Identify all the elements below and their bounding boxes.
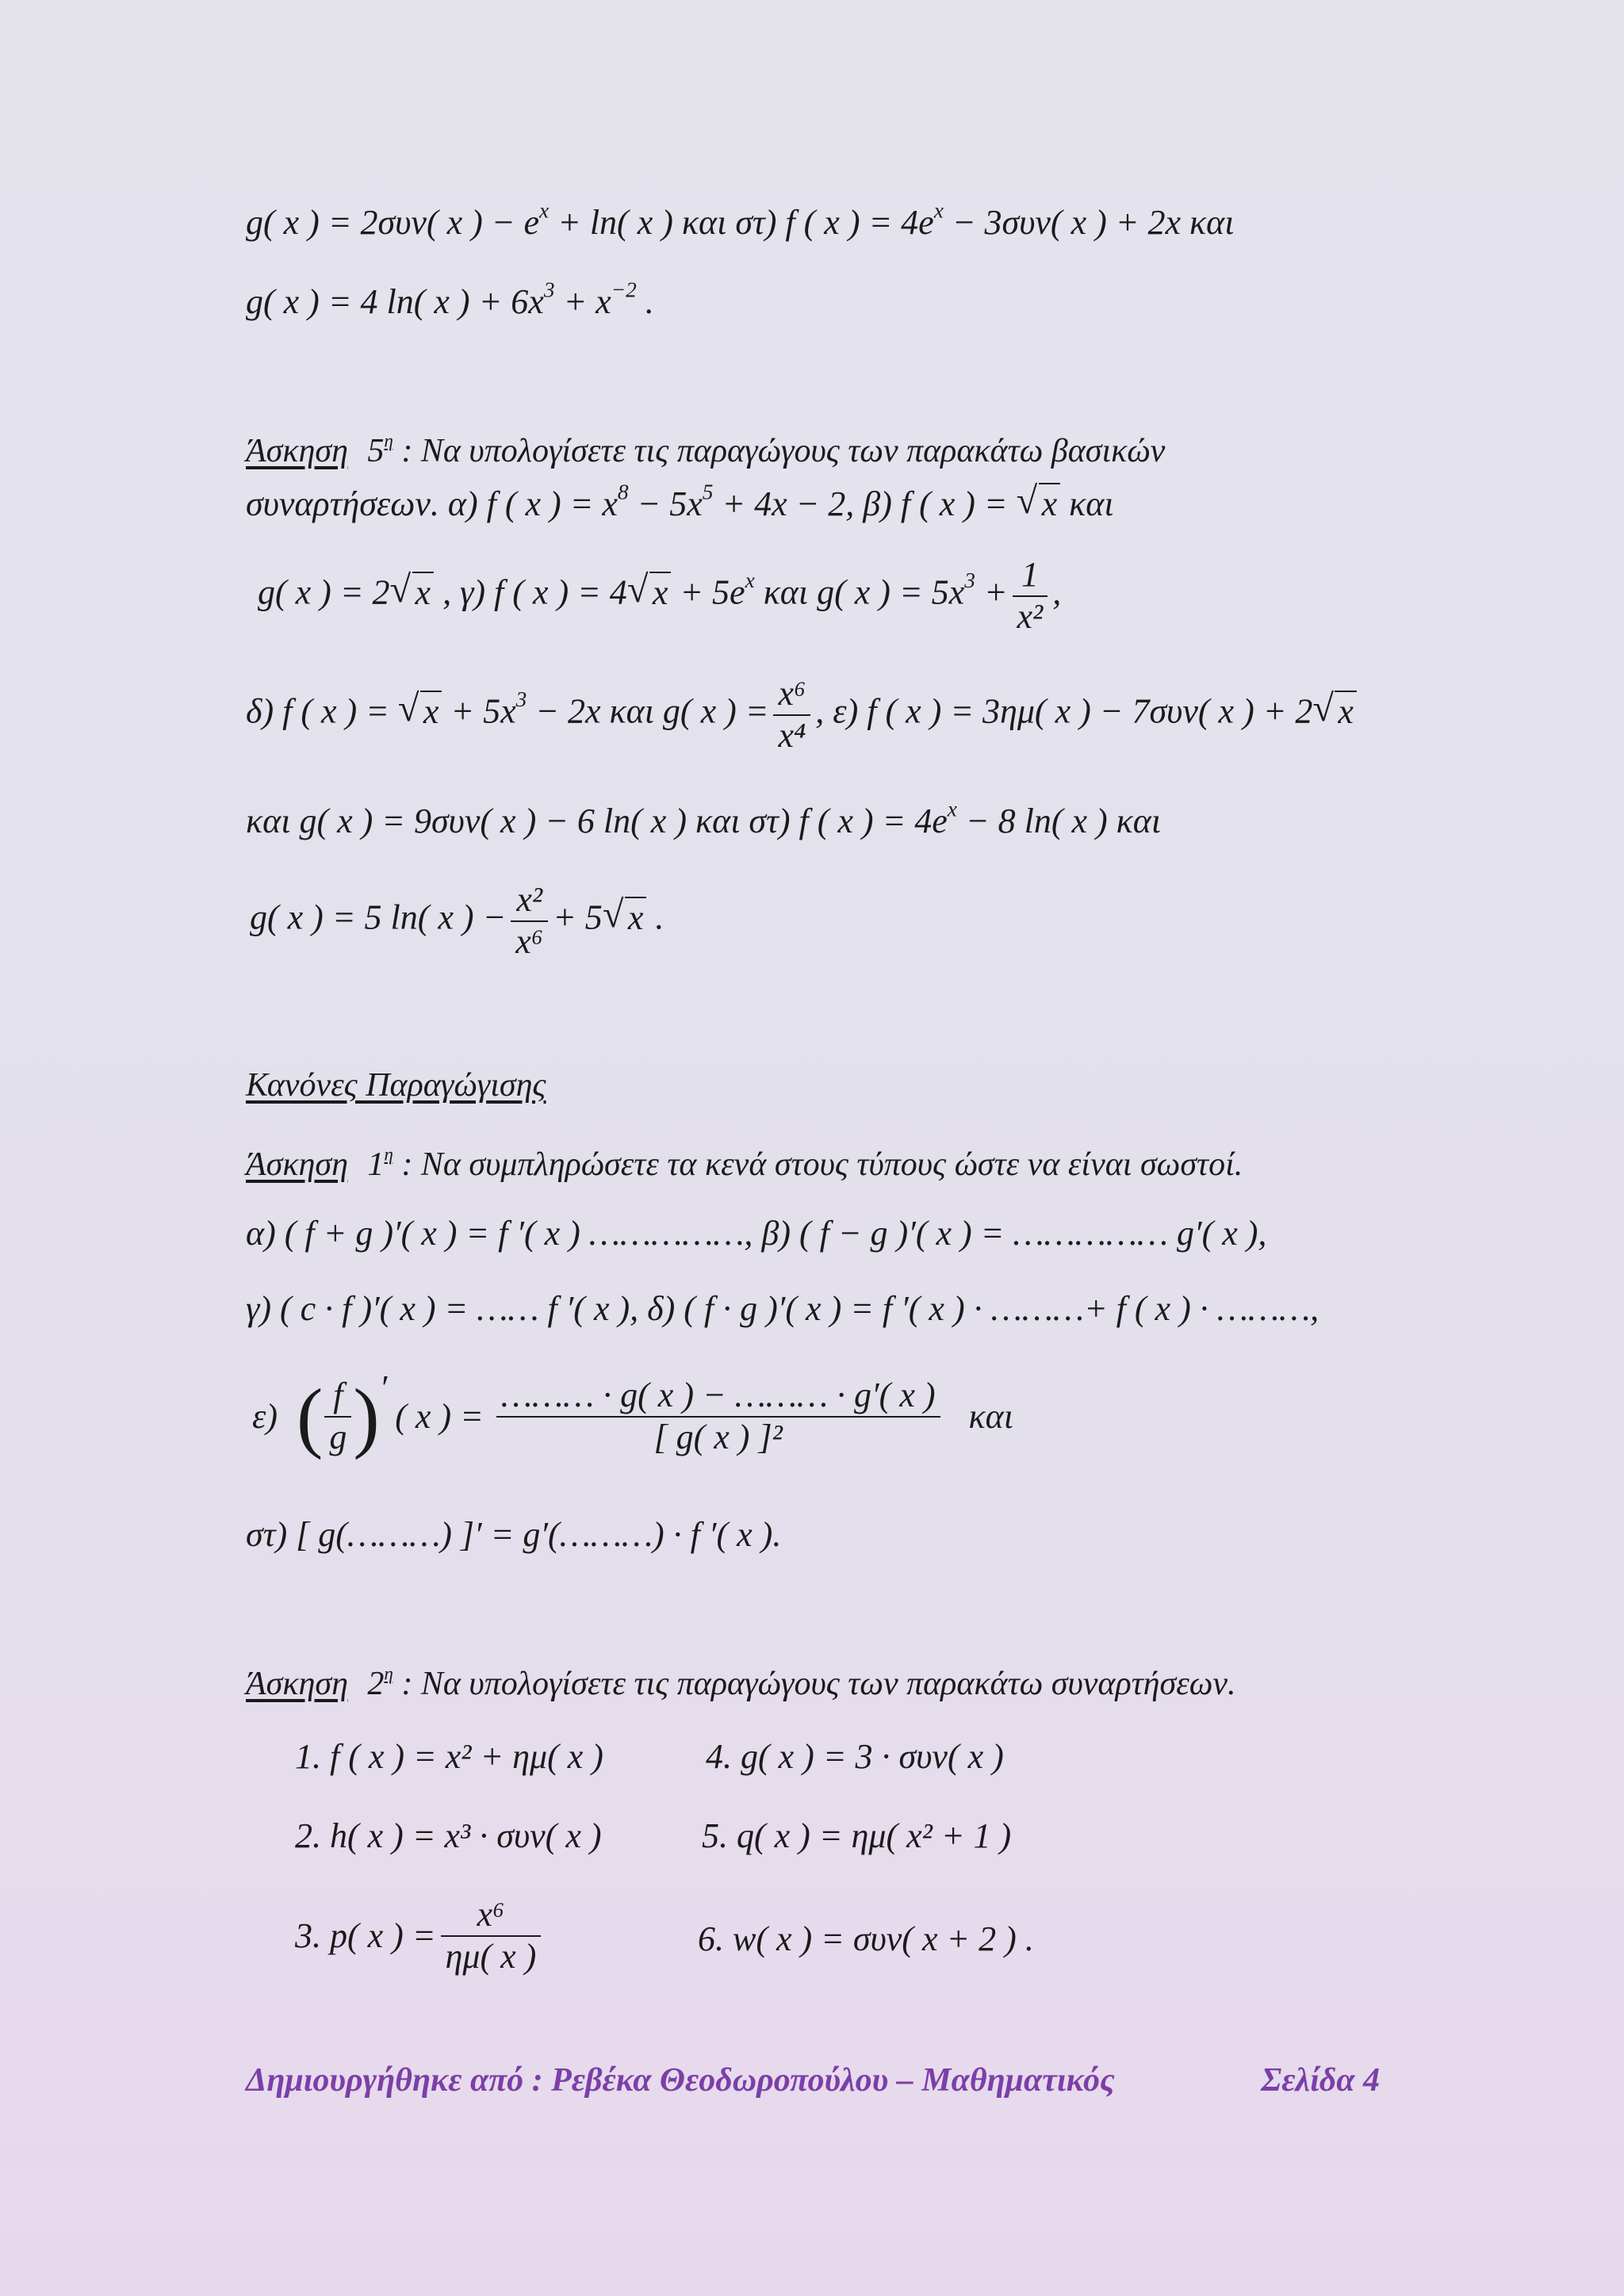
sqrt-symbol: √ x bbox=[603, 897, 647, 938]
fraction: $\frac{\text{x⁶}}{\eta\mu( x )}$ bbox=[441, 1895, 542, 1976]
ex4-line-1: g( x ) = 2συν( x ) − $e^x + \ln$( x ) και στ) f ( x ) = $4e^x - 3\sigma\upsilon\nu$( x ) + 2x και bbox=[246, 198, 1235, 242]
ex5-line-2: συναρτήσεων. α) f ( x ) = $x^8 - 5x^5 + 4x - 2$, β) f ( x ) = √ x και bbox=[246, 484, 1114, 524]
section-title: Κανόνες Παραγώγισης bbox=[246, 1067, 546, 1104]
ex1-item-c: ε) ( $\frac{f}{g}$ ) ′ ( x ) = $\frac{\dots\dots\dots \cdot g( x ) - \dots\dots\dots \cdot g'( x )}{\text{[ g( x ) ]²}}$ και bbox=[252, 1368, 1013, 1460]
ex2-item-2: 2. h( x ) = x³ · συν( x ) bbox=[295, 1816, 602, 1855]
ex4-line-2: g( x ) = 4 ln( x ) + $6x^3 + x^{-2}$ . bbox=[246, 277, 654, 321]
footer-author: Δημιουργήθηκε από : Ρεβέκα Θεοδωροπούλου – Μαθηματικός bbox=[246, 2062, 1115, 2099]
ex2-title: Άσκηση bbox=[246, 1666, 348, 1702]
ex1-item-d: στ) [ g(………) ]′ = g′(………) · f ′( x ). bbox=[246, 1515, 782, 1554]
ex1-title: Άσκηση bbox=[246, 1146, 348, 1183]
sqrt-symbol: √ x bbox=[398, 691, 442, 732]
sqrt-symbol: √ x bbox=[1312, 691, 1357, 732]
sqrt-symbol: √ x bbox=[390, 572, 435, 613]
ex5-line-5: και g( x ) = 9συν( x ) − 6 ln( x ) και στ) f ( x ) = $4e^x - 8$ ln( x ) και bbox=[246, 797, 1162, 840]
sqrt-symbol: √ x bbox=[627, 572, 672, 613]
page-footer bbox=[246, 2061, 1380, 2099]
ex2-item-3: 3. p( x ) = $\frac{\text{x⁶}}{\eta\mu( x )}$ bbox=[295, 1895, 546, 1976]
ex5-line-3: g( x ) = 2√ x , γ) f ( x ) = 4√ $x + 5e^x$ και g( x ) = $5x^3$ + $\frac{1}{\text{x²}}$ , bbox=[258, 555, 1061, 637]
ex5-heading: Άσκηση $5^\eta$ : Να υπολογίσετε τις παραγώγους των παρακάτω βασικών bbox=[246, 430, 1166, 469]
fraction: $\frac{\text{x⁶}}{\text{x⁴}}$ bbox=[773, 674, 810, 756]
footer-page-number: Σελίδα 4 bbox=[1261, 2062, 1380, 2099]
ex2-item-4: 4. g( x ) = 3 · συν( x ) bbox=[706, 1737, 1004, 1776]
ex1-item-a: α) ( f + g )′( x ) = f ′( x ) ……………, β) ( f − g )′( x ) = …………… g′( x ), bbox=[246, 1214, 1267, 1253]
ex2-item-6: 6. w( x ) = συν( x + 2 ) . bbox=[698, 1919, 1034, 1958]
ex2-heading: Άσκηση $2^\eta$ : Να υπολογίσετε τις παραγώγους των παρακάτω συναρτήσεων. bbox=[246, 1663, 1236, 1702]
sqrt-symbol: √ x bbox=[1017, 484, 1061, 524]
ex1-heading: Άσκηση $1^\eta$ : Να συμπληρώσετε τα κενά στους τύπους ώστε να είναι σωστοί. bbox=[246, 1143, 1243, 1183]
fraction: $\frac{f}{g}$ bbox=[324, 1376, 351, 1457]
fraction: $\frac{\dots\dots\dots \cdot g( x ) - \dots\dots\dots \cdot g'( x )}{\text{[ g( x ) ]²}}$ bbox=[496, 1376, 940, 1457]
ex5-line-6: g( x ) = 5 ln( x ) − $\frac{\text{x²}}{\text{x⁶}}$ + 5√ x . bbox=[250, 880, 664, 962]
ex5-line-4: δ) f ( x ) = √ $x + 5x^3 - 2x$ και g( x ) = $\frac{\text{x⁶}}{\text{x⁴}}$ , ε) f ( x ) = 3ημ( x ) − 7συν( x ) + 2√ x bbox=[246, 674, 1357, 756]
ex5-title: Άσκηση bbox=[246, 433, 348, 469]
ex1-item-b: γ) ( c · f )′( x ) = …… f ′( x ), δ) ( f · g )′( x ) = f ′( x ) · ………+ f ( x ) · ………, bbox=[246, 1289, 1320, 1328]
ex2-item-1: 1. f ( x ) = x² + ημ( x ) bbox=[295, 1737, 603, 1776]
fraction: $\frac{\text{x²}}{\text{x⁶}}$ bbox=[511, 880, 548, 962]
ex2-item-5: 5. q( x ) = ημ( x² + 1 ) bbox=[702, 1816, 1012, 1855]
fraction: $\frac{1}{\text{x²}}$ bbox=[1013, 555, 1048, 637]
